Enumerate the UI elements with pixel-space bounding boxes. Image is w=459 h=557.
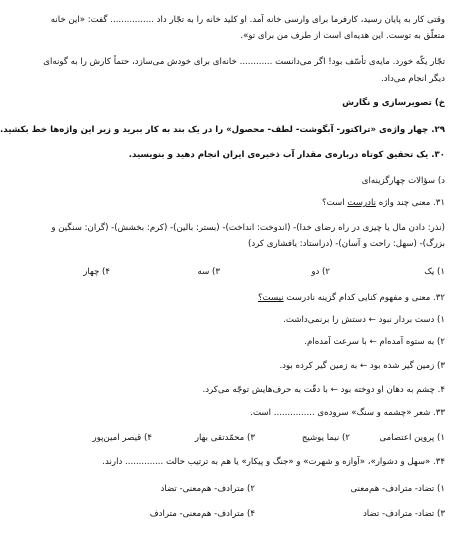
- passage-line-3: تجّار یکّه خورد. مایه‌ی تأسّف بود! اگر می‌دانست ............ خانه‌ای برای خودش می‌سازد، حتماً کارش را به گونه‌ای: [43, 57, 445, 67]
- question-31-underlined: نادرست: [347, 198, 376, 208]
- question-32: [54, 292, 445, 304]
- q31-option-3[interactable]: ۳) سه: [197, 267, 220, 277]
- question-29: ۲۹. چهار واژه‌ی «تراکتور- آبگوشت- لطف- محصول» را در یک بند به کار ببرید و زیر این واژه‌ها خط بکشید.: [0, 125, 445, 135]
- question-33-options: [54, 432, 445, 444]
- section-heading-kh: خ) تصویرسازی و نگارش: [342, 98, 445, 108]
- q33-option-3[interactable]: ۳) محمّدتقی بهار: [194, 433, 255, 443]
- q34-option-3[interactable]: ۳) تضاد- مترادف- تضاد: [362, 509, 445, 519]
- q32-option-2[interactable]: ۲) به ستوه آمده‌ام ← با سرعت آمده‌ام.: [304, 337, 445, 347]
- question-31-options: [54, 266, 445, 278]
- q32-option-4[interactable]: ۴. چشم به دهان او دوخته بود ← با دقّت به حرف‌هایش توجّه می‌کرد.: [202, 385, 445, 395]
- q33-option-4[interactable]: ۴) قیصر امین‌پور: [92, 433, 152, 443]
- q31-option-4[interactable]: ۴) چهار: [83, 267, 110, 277]
- question-31-body-1: (نذر: دادن مال یا چیزی در راه رضای خدا)- (اندوخت: انداخت)- (بستر: بالین)- (کرم: بخشش)- (گران: سنگین و: [51, 223, 445, 233]
- question-31-tail: است؟: [322, 198, 348, 208]
- section-heading-d: د) سؤالات چهارگزینه‌ای: [361, 176, 445, 186]
- q33-option-2[interactable]: ۲) نیما یوشیج: [301, 433, 350, 443]
- question-33: ۳۳. شعر «چشمه و سنگ» سروده‌ی ............... است.: [250, 408, 445, 418]
- q31-option-2[interactable]: ۲) دو: [311, 267, 330, 277]
- question-31: [54, 197, 445, 209]
- q32-option-1[interactable]: ۱) دست بردار نبود ← دستش را برنمی‌داشت.: [283, 315, 445, 325]
- q32-option-3[interactable]: ۳) زمین گیر شده بود ← به زمین گیر کرده بود.: [279, 361, 445, 371]
- q33-option-1[interactable]: ۱) پروین اعتصامی: [379, 433, 445, 443]
- question-32-text: ۳۲. معنی و مفهوم کنایی کدام گزینه نادرست: [283, 293, 445, 303]
- passage-line-2: متعلّق به توست. این هدیه‌ای است از طرف من برای تو».: [240, 31, 445, 41]
- question-30: ۳۰. یک تحقیق کوتاه درباره‌ی مقدار آب ذخیره‌ی ایران انجام دهید و بنویسید.: [128, 150, 445, 160]
- question-34-options-row-1: [54, 483, 445, 495]
- q34-option-4[interactable]: ۴) مترادف- هم‌معنی- مترادف: [149, 509, 255, 519]
- question-31-text: ۳۱. معنی چند واژه: [375, 198, 445, 208]
- passage-line-4: دیگر انجام می‌داد.: [381, 74, 445, 84]
- question-34: ۳۴. «سهل و دشوار»، «آوازه و شهرت» و «جنگ و پیکار» یا هم به ترتیب حالت .............. دارند.: [102, 457, 445, 467]
- question-31-body-2: بزرگ)- (سهل: راحت و آسان)- (دراستاد: یافشاری کرد): [247, 239, 445, 249]
- question-34-options-row-2: [54, 508, 445, 520]
- q34-option-1[interactable]: ۱) تضاد- مترادف- هم‌معنی: [350, 484, 445, 494]
- q34-option-2[interactable]: ۲) مترادف- هم‌معنی- تضاد: [160, 484, 255, 494]
- passage-line-1: وقتی کار به پایان رسید، کارفرما برای وارسی خانه آمد. او کلید خانه را به تجّار داد ................ گفت: «این خانه: [50, 15, 445, 25]
- q31-option-1[interactable]: ۱) یک: [424, 267, 445, 277]
- question-32-underlined: نیست؟: [257, 293, 284, 303]
